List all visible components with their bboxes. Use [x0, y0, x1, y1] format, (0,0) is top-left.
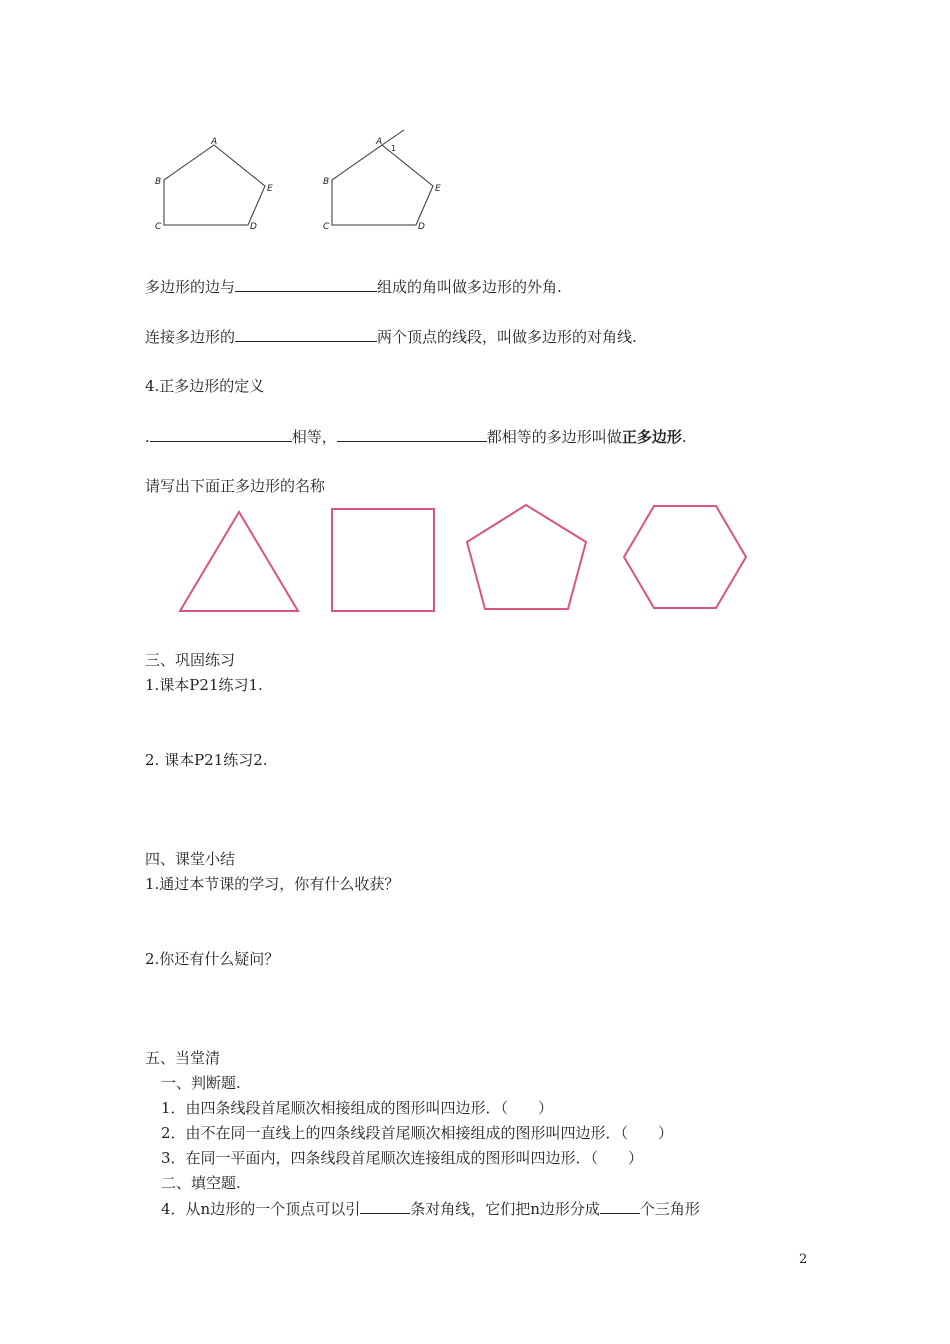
answer-blank[interactable]: [600, 1198, 640, 1214]
answer-blank[interactable]: [235, 276, 377, 292]
judge-item-1: 1．由四条线段首尾顺次相接组成的图形叫四边形．（ ）: [161, 1099, 554, 1117]
section-4-title: 四、课堂小结: [145, 850, 236, 868]
diagonal-definition: 连接多边形的 两个顶点的线段，叫做多边形的对角线.: [145, 328, 637, 346]
regular-pentagon-shape: [467, 505, 586, 609]
regular-polygon-heading: 4.正多边形的定义: [145, 377, 265, 395]
fill-item-4: 4．从n边形的一个顶点可以引 条对角线，它们把n边形分成 个三角形: [161, 1200, 700, 1218]
judge-heading: 一、判断题.: [161, 1074, 241, 1092]
regular-polygons-figure: [170, 500, 760, 620]
regular-square-shape: [332, 509, 434, 611]
summary-item-2: 2.你还有什么疑问？: [145, 950, 280, 968]
section-3-title: 三、巩固练习: [145, 651, 236, 669]
vertex-label-a: A: [376, 137, 383, 147]
summary-item-1: 1.通过本节课的学习，你有什么收获？: [145, 875, 400, 893]
pentagon-figure: [150, 135, 280, 235]
answer-blank[interactable]: [235, 326, 377, 342]
vertex-label-c: C: [323, 222, 330, 232]
answer-blank[interactable]: [360, 1198, 410, 1214]
practice-item-2: 2. 课本P21练习2.: [145, 751, 268, 769]
judge-item-2: 2．由不在同一直线上的四条线段首尾顺次相接组成的图形叫四边形．（ ）: [161, 1124, 674, 1142]
vertex-label-b: B: [323, 177, 330, 187]
judge-item-3: 3．在同一平面内，四条线段首尾顺次连接组成的图形叫四边形．（ ）: [161, 1149, 644, 1167]
practice-item-1: 1.课本P21练习1.: [145, 676, 263, 694]
regular-polygon-prompt: 请写出下面正多边形的名称: [145, 477, 326, 495]
page-number: 2: [799, 1252, 808, 1267]
vertex-label-e: E: [435, 184, 441, 194]
answer-blank[interactable]: [337, 426, 487, 442]
vertex-label-d: D: [418, 222, 425, 232]
pentagon-exterior-angle-figure: [318, 125, 448, 235]
vertex-label-e: E: [267, 184, 273, 194]
answer-blank[interactable]: [150, 426, 292, 442]
section-5-title: 五、当堂清: [145, 1049, 221, 1067]
vertex-label-c: C: [155, 222, 162, 232]
vertex-label-b: B: [155, 177, 162, 187]
vertex-label-a: A: [211, 137, 218, 147]
vertex-label-d: D: [250, 222, 257, 232]
regular-triangle-shape: [180, 512, 298, 611]
regular-hexagon-shape: [624, 506, 746, 608]
fill-heading: 二、填空题.: [161, 1174, 241, 1192]
exterior-angle-definition: 多边形的边与 组成的角叫做多边形的外角.: [145, 278, 562, 296]
regular-polygon-definition: . 相等， 都相等的多边形叫做正多边形.: [145, 428, 687, 446]
angle-label-1: 1: [391, 144, 397, 153]
